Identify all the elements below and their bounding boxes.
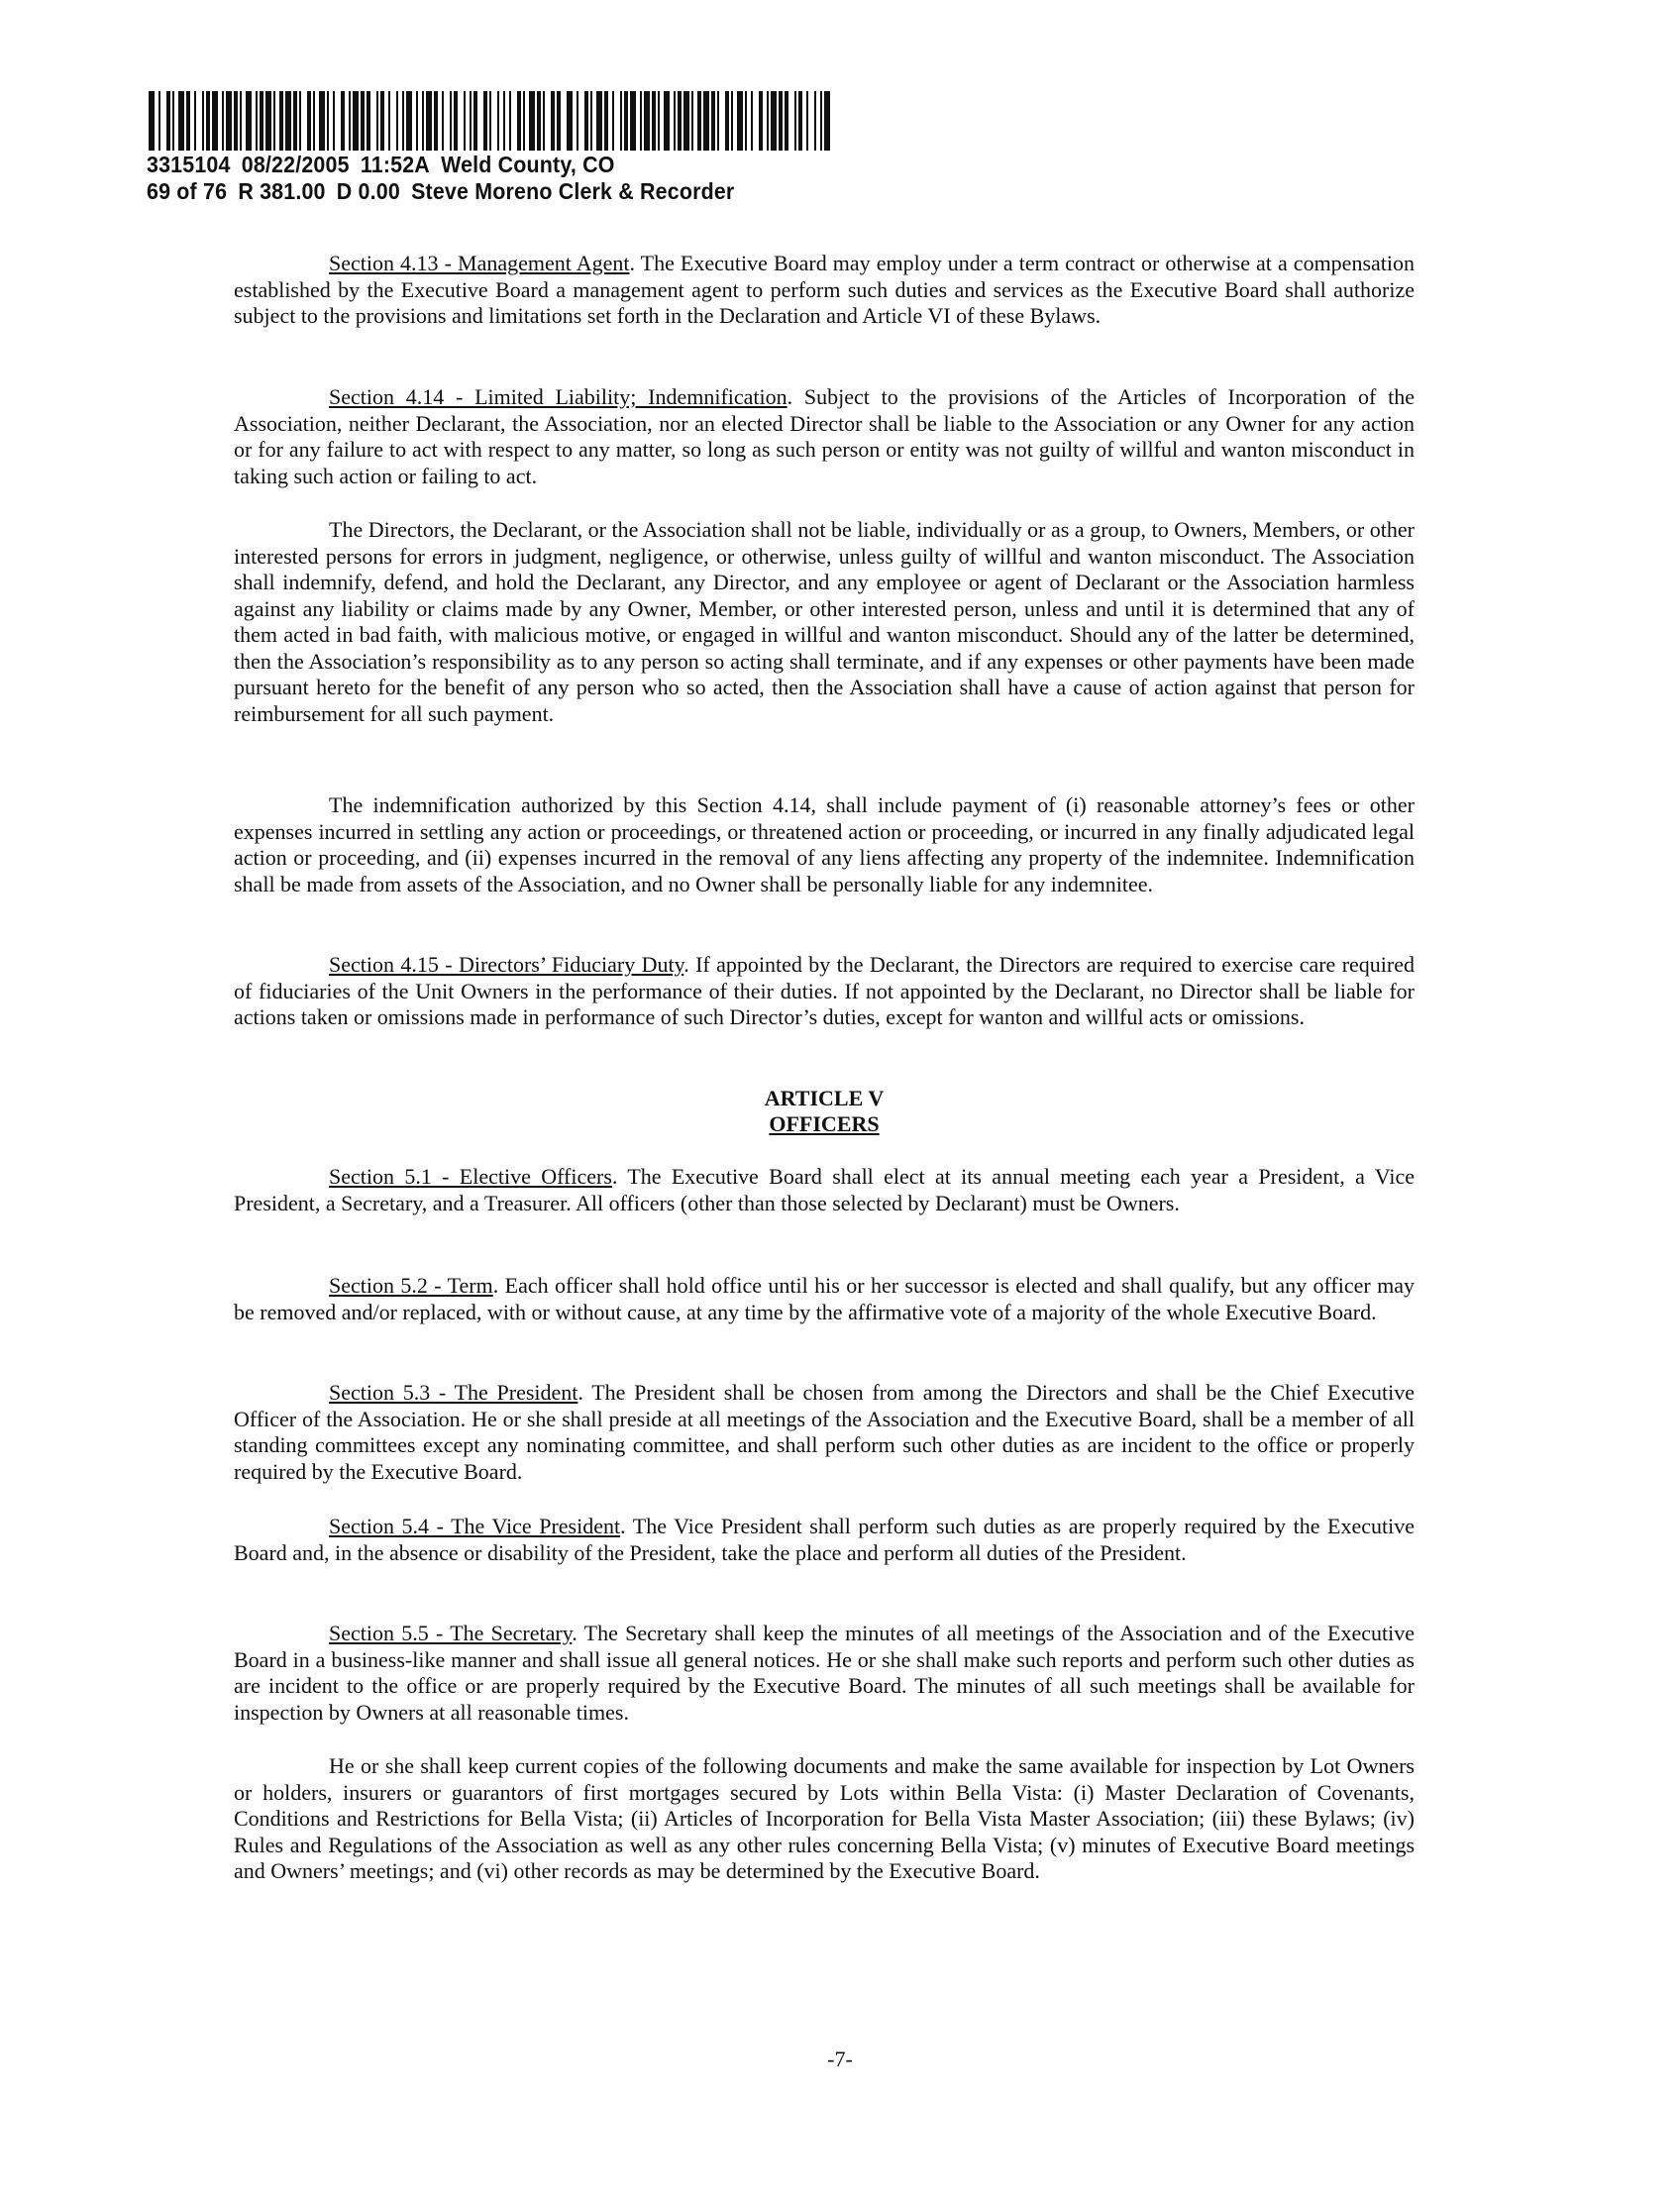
section-heading: Section 5.4 - The Vice President xyxy=(329,1514,621,1538)
barcode-bar xyxy=(194,91,196,151)
section-5-5 xyxy=(234,1621,1415,1726)
article-number: ARTICLE V xyxy=(764,1086,885,1110)
paragraph-text: The indemnification authorized by this Section 4.14, shall include payment of (i) reasonable attorney’s fees or other expenses incurred in settling any action or proceedings, or threatened action or proceeding, or incurred in any finally adjudicated legal action or proceeding, and (ii) expenses incurred in the removal of any liens affecting any property of the indemnitee. Indemnification shall be made from assets of the Association, and no Owner shall be personally liable for any indemnitee. xyxy=(234,792,1415,896)
barcode-bar xyxy=(226,91,232,151)
section-text: . Subject to the provisions of the Articles of Incorporation of the Association, neither Declarant, the Association, nor an elected Director shall be liable to the Association or any Owner for any action or for any failure to act with respect to any matter, so long as such person or entity was not guilty of willful and wanton misconduct in taking such action or failing to act. xyxy=(234,384,1415,488)
paragraph-directors-liability xyxy=(234,517,1415,727)
page-number: -7- xyxy=(827,2047,853,2071)
section-text: . The Executive Board shall elect at its annual meeting each year a President, a Vice President, a Secretary, and a Treasurer. All officers (other than those selected by Declarant) must be Owners. xyxy=(234,1164,1415,1215)
section-5-3 xyxy=(234,1380,1415,1485)
paragraph-secretary-records xyxy=(234,1753,1415,1885)
section-heading: Section 5.1 - Elective Officers xyxy=(329,1164,612,1189)
document-fee: D 0.00 xyxy=(336,178,400,204)
section-4-14 xyxy=(234,384,1415,489)
article-heading xyxy=(234,1086,1415,1137)
section-heading: Section 5.2 - Term xyxy=(329,1273,493,1298)
page-of-count: 69 of 76 xyxy=(147,178,228,204)
barcode-bar xyxy=(206,91,210,151)
section-heading: Section 4.15 - Directors’ Fiduciary Duty xyxy=(329,952,684,977)
clerk-recorder: Steve Moreno Clerk & Recorder xyxy=(411,178,735,204)
barcode-bar xyxy=(172,91,174,151)
section-4-15 xyxy=(234,952,1415,1031)
paragraph-indemnification-scope xyxy=(234,792,1415,897)
barcode-bar xyxy=(149,91,155,151)
section-5-1 xyxy=(234,1164,1415,1216)
section-heading: Section 4.13 - Management Agent xyxy=(329,251,630,275)
section-5-2 xyxy=(234,1273,1415,1325)
reception-number: 3315104 xyxy=(147,152,231,177)
barcode-bar xyxy=(158,91,160,151)
section-4-13 xyxy=(234,251,1415,330)
recording-county: Weld County, CO xyxy=(441,152,615,177)
barcode-bar xyxy=(202,91,204,151)
barcode-bar xyxy=(212,91,218,151)
article-title: OFFICERS xyxy=(769,1111,880,1136)
section-text: . If appointed by the Declarant, the Directors are required to exercise care required of fiduciaries of the Unit Owners in the performance of their duties. If not appointed by the Declarant, no Director shall be liable for actions taken or omissions made in performance of such Director’s duties, except for wanton and willful acts or omissions. xyxy=(234,952,1415,1029)
recording-fee: R 381.00 xyxy=(238,178,326,204)
document-body xyxy=(234,0,1415,2208)
paragraph-text: He or she shall keep current copies of the following documents and make the same available for inspection by Lot Owners or holders, insurers or guarantors of first mortgages secured by Lots within Bella Vista: (i) Master Declaration of Covenants, Conditions and Restrictions for Bella Vista; (ii) Articles of Incorporation for Bella Vista Master Association; (iii) these Bylaws; (iv) Rules and Regulations of the Association as well as any other rules concerning Bella Vista; (v) minutes of Executive Board meetings and Owners’ meetings; and (vi) other records as may be determined by the Executive Board. xyxy=(234,1753,1415,1883)
section-text: . The Vice President shall perform such duties as are properly required by the Executive Board and, in the absence or disability of the President, take the place and perform all duties of the President. xyxy=(234,1514,1415,1565)
recording-time: 11:52A xyxy=(360,152,430,177)
barcode-bar xyxy=(166,91,170,151)
barcode-bar xyxy=(222,91,224,151)
section-heading: Section 4.14 - Limited Liability; Indemnification xyxy=(329,384,788,409)
section-text: . The President shall be chosen from among the Directors and shall be the Chief Executive Officer of the Association. He or she shall preside at all meetings of the Association and the Executive Board, shall be a member of all standing committees except any nominating committee, and shall perform such other duties as are incident to the office or properly required by the Executive Board. xyxy=(234,1380,1415,1484)
section-5-4 xyxy=(234,1514,1415,1566)
barcode-bar xyxy=(178,91,184,151)
section-heading: Section 5.5 - The Secretary xyxy=(329,1621,573,1645)
section-heading: Section 5.3 - The President xyxy=(329,1380,578,1405)
section-text: . Each officer shall hold office until his or her successor is elected and shall qualify, but any officer may be removed and/or replaced, with or without cause, at any time by the affirmative vote of a majority of the whole Executive Board. xyxy=(234,1273,1415,1324)
recording-date: 08/22/2005 xyxy=(241,152,350,177)
paragraph-text: The Directors, the Declarant, or the Association shall not be liable, individually or as a group, to Owners, Members, or other interested persons for errors in judgment, negligence, or otherwise, unless guilty of willful and wanton misconduct. The Association shall indemnify, defend, and hold the Declarant, any Director, and any employee or agent of Declarant or the Association harmless against any liability or claims made by any Owner, Member, or other interested person, unless and until it is determined that any of them acted in bad faith, with malicious motive, or engaged in willful and wanton misconduct. Should any of the latter be determined, then the Association’s responsibility as to any person so acting shall terminate, and if any expenses or other payments have been made pursuant hereto for the benefit of any person who so acted, then the Association shall have a cause of action against that person for reimbursement for all such payment. xyxy=(234,517,1415,726)
barcode-bar xyxy=(186,91,190,151)
section-text: . The Secretary shall keep the minutes of all meetings of the Association and of the Executive Board in a business-like manner and shall issue all general notices. He or she shall make such reports and perform such other duties as are incident to the office or are properly required by the Executive Board. The minutes of all such meetings shall be available for inspection by Owners at all reasonable times. xyxy=(234,1621,1415,1725)
section-text: . The Executive Board may employ under a term contract or otherwise at a compensation established by the Executive Board a management agent to perform such duties and services as the Executive Board shall authorize subject to the provisions and limitations set forth in the Declaration and Article VI of these Bylaws. xyxy=(234,251,1415,328)
